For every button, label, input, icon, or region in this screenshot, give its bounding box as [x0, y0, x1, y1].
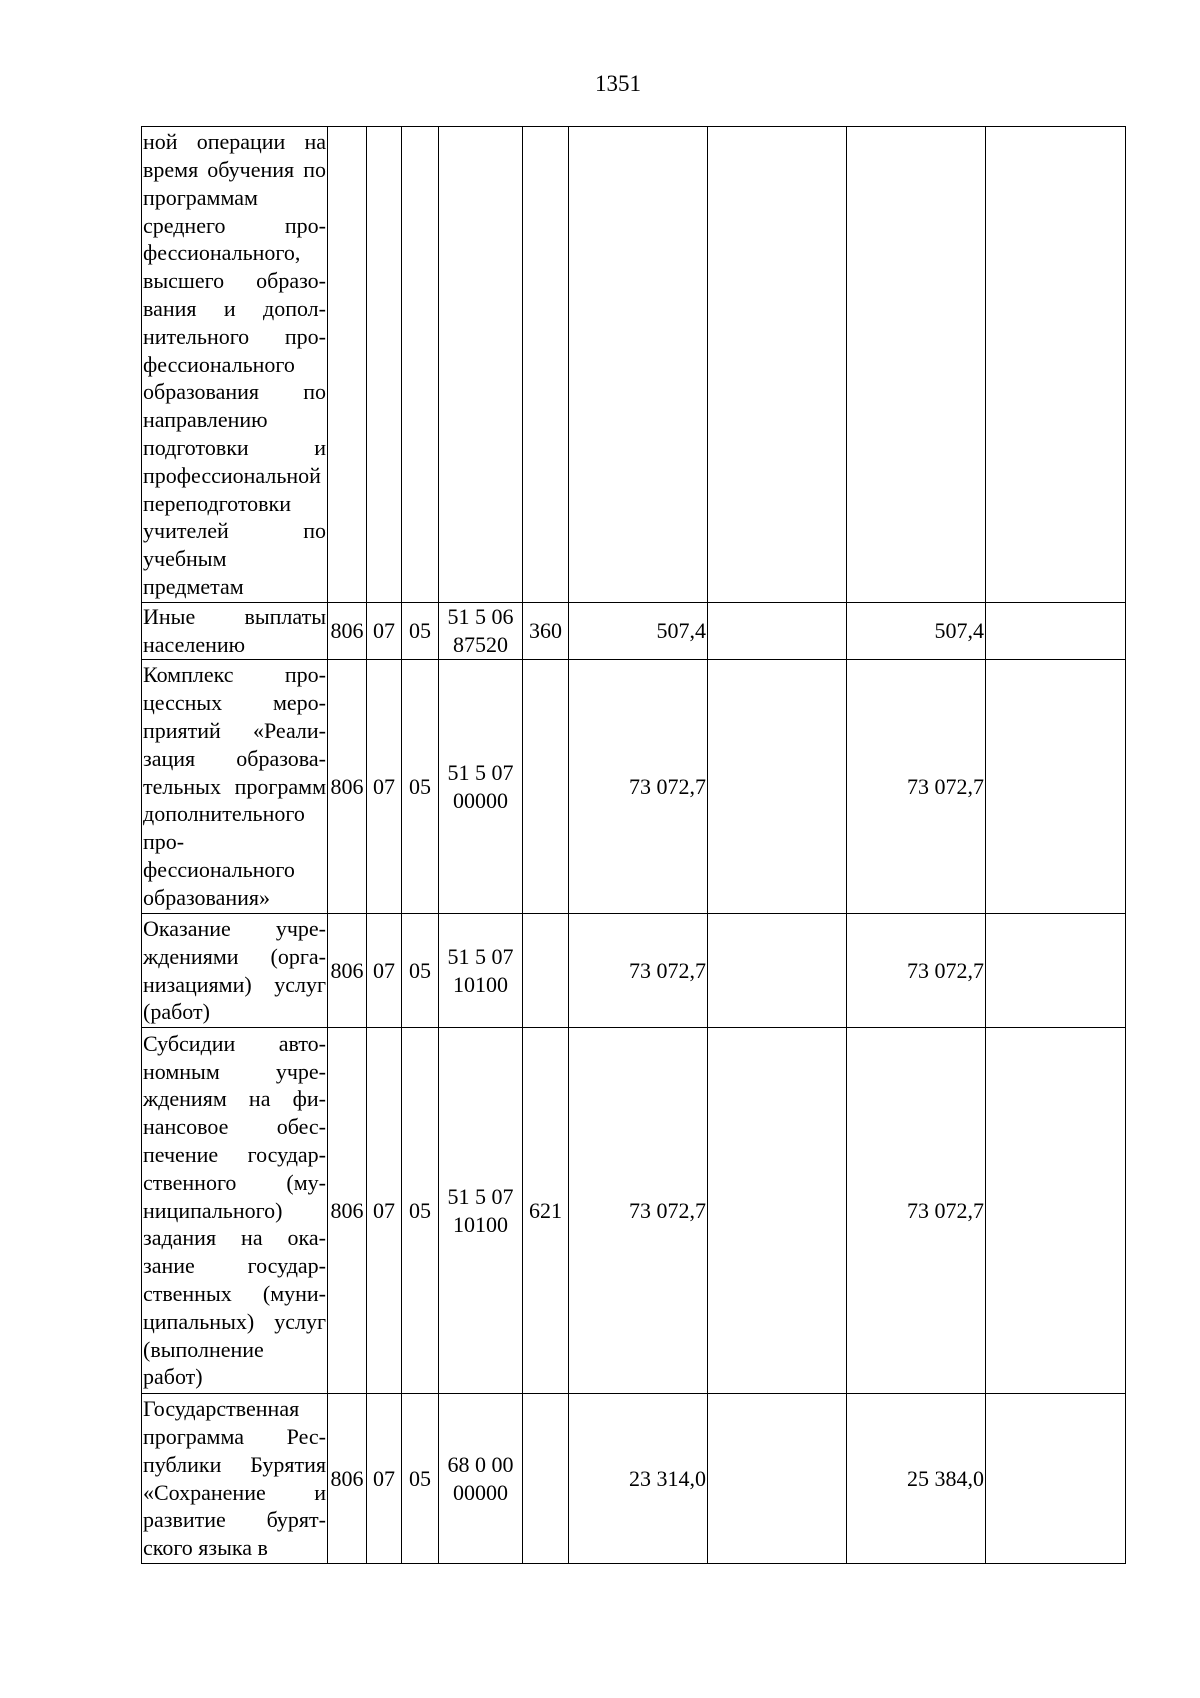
amount-cell-2: [708, 914, 847, 1028]
amount-cell-4: [986, 127, 1126, 603]
subsection-code-cell: 05: [402, 914, 439, 1028]
target-article-cell: 51 5 07 10100: [439, 1028, 523, 1394]
amount-cell-3: 73 072,7: [847, 1028, 986, 1394]
row-name-cell: ной операции на время обучения по программам среднего профессионального, высшего образования и дополнительного профессионального образования по направлению подготовки и профессиональной переподготовки учителей по учебным предметам: [142, 127, 328, 603]
target-article-cell: 51 5 06 87520: [439, 603, 523, 660]
row-name-cell: Государственная программа Республики Бурятия «Сохранение и развитие бурятского языка в: [142, 1394, 328, 1564]
amount-cell-3: 25 384,0: [847, 1394, 986, 1564]
table-row: [142, 1394, 1126, 1564]
table-row: [142, 914, 1126, 1028]
ministry-code-cell: [328, 127, 367, 603]
expense-type-cell: [523, 127, 569, 603]
amount-cell-3: 73 072,7: [847, 914, 986, 1028]
section-code-cell: 07: [367, 1028, 402, 1394]
amount-cell-4: [986, 1394, 1126, 1564]
expense-type-cell: 360: [523, 603, 569, 660]
target-article-cell: 51 5 07 00000: [439, 660, 523, 914]
amount-cell-3: 73 072,7: [847, 660, 986, 914]
table-row: [142, 603, 1126, 660]
ministry-code-cell: 806: [328, 603, 367, 660]
ministry-code-cell: 806: [328, 1028, 367, 1394]
amount-cell-1: 73 072,7: [569, 1028, 708, 1394]
amount-cell-3: 507,4: [847, 603, 986, 660]
expense-type-cell: [523, 1394, 569, 1564]
amount-cell-4: [986, 914, 1126, 1028]
row-name-cell: Иные выплаты населению: [142, 603, 328, 660]
row-name-cell: Оказание учреждениями (организациями) услуг (работ): [142, 914, 328, 1028]
subsection-code-cell: 05: [402, 1394, 439, 1564]
amount-cell-1: 23 314,0: [569, 1394, 708, 1564]
amount-cell-1: 73 072,7: [569, 914, 708, 1028]
page-number: 1351: [595, 71, 641, 96]
table-row: [142, 1028, 1126, 1394]
amount-cell-4: [986, 1028, 1126, 1394]
section-code-cell: 07: [367, 914, 402, 1028]
subsection-code-cell: [402, 127, 439, 603]
amount-cell-3: [847, 127, 986, 603]
amount-cell-1: [569, 127, 708, 603]
amount-cell-2: [708, 1394, 847, 1564]
target-article-cell: 68 0 00 00000: [439, 1394, 523, 1564]
expense-type-cell: 621: [523, 1028, 569, 1394]
target-article-cell: 51 5 07 10100: [439, 914, 523, 1028]
ministry-code-cell: 806: [328, 660, 367, 914]
section-code-cell: 07: [367, 660, 402, 914]
target-article-cell: [439, 127, 523, 603]
subsection-code-cell: 05: [402, 660, 439, 914]
amount-cell-2: [708, 127, 847, 603]
row-name-cell: Субсидии автономным учреждениям на финансовое обеспечение государственного (муниципального) задания на оказание государственных (муниципальных) услуг (выполнение работ): [142, 1028, 328, 1394]
ministry-code-cell: 806: [328, 914, 367, 1028]
section-code-cell: 07: [367, 603, 402, 660]
amount-cell-2: [708, 1028, 847, 1394]
section-code-cell: 07: [367, 1394, 402, 1564]
row-name-cell: Комплекс процессных мероприятий «Реализация образовательных программ дополнительного профессионального образования»: [142, 660, 328, 914]
amount-cell-4: [986, 603, 1126, 660]
amount-cell-1: 73 072,7: [569, 660, 708, 914]
amount-cell-2: [708, 660, 847, 914]
amount-cell-1: 507,4: [569, 603, 708, 660]
table-row: [142, 127, 1126, 603]
expense-type-cell: [523, 660, 569, 914]
expense-type-cell: [523, 914, 569, 1028]
table-row: [142, 660, 1126, 914]
budget-table: [141, 126, 1126, 1564]
amount-cell-2: [708, 603, 847, 660]
subsection-code-cell: 05: [402, 603, 439, 660]
amount-cell-4: [986, 660, 1126, 914]
ministry-code-cell: 806: [328, 1394, 367, 1564]
section-code-cell: [367, 127, 402, 603]
subsection-code-cell: 05: [402, 1028, 439, 1394]
